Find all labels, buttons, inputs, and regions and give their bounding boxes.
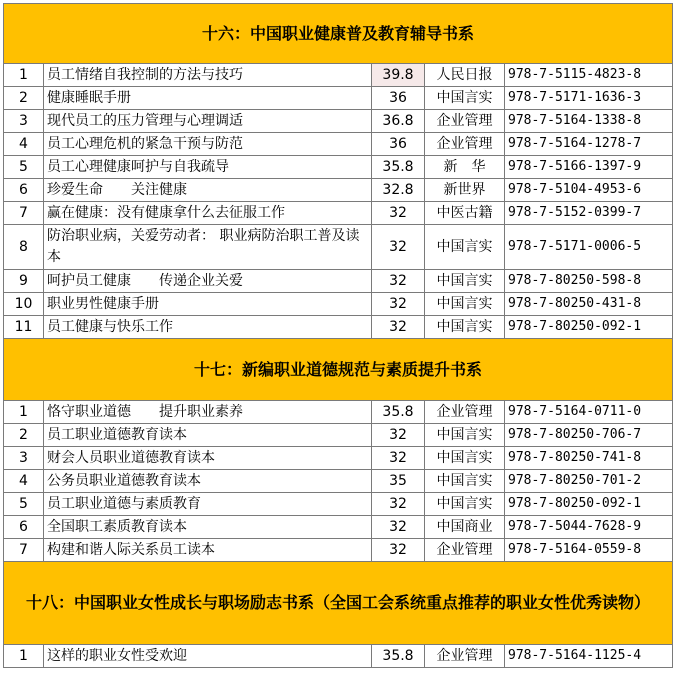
book-isbn: 978-7-5164-1125-4	[505, 645, 673, 668]
book-publisher: 企业管理	[425, 401, 505, 424]
row-number: 6	[4, 179, 44, 202]
book-price: 32	[372, 293, 425, 316]
row-number: 1	[4, 645, 44, 668]
book-title: 财会人员职业道德教育读本	[44, 447, 372, 470]
book-publisher: 中国商业	[425, 516, 505, 539]
table-row	[4, 270, 673, 293]
table-row	[4, 64, 673, 87]
book-price: 32	[372, 270, 425, 293]
row-number: 7	[4, 202, 44, 225]
book-isbn: 978-7-80250-598-8	[505, 270, 673, 293]
book-title: 员工心理危机的紧急干预与防范	[44, 133, 372, 156]
book-isbn: 978-7-80250-092-1	[505, 493, 673, 516]
book-publisher: 企业管理	[425, 539, 505, 562]
book-isbn: 978-7-80250-706-7	[505, 424, 673, 447]
book-title: 赢在健康：没有健康拿什么去征服工作	[44, 202, 372, 225]
book-isbn: 978-7-5044-7628-9	[505, 516, 673, 539]
row-number: 9	[4, 270, 44, 293]
section-title: 十六：中国职业健康普及教育辅导书系	[4, 4, 673, 64]
book-price: 36	[372, 133, 425, 156]
book-publisher: 中国言实	[425, 87, 505, 110]
book-publisher: 中国言实	[425, 470, 505, 493]
book-price: 32	[372, 539, 425, 562]
book-publisher: 新世界	[425, 179, 505, 202]
section-title: 十八：中国职业女性成长与职场励志书系（全国工会系统重点推荐的职业女性优秀读物）	[4, 562, 673, 645]
book-isbn: 978-7-5115-4823-8	[505, 64, 673, 87]
row-number: 3	[4, 447, 44, 470]
section-header-row	[4, 339, 673, 401]
book-title: 公务员职业道德教育读本	[44, 470, 372, 493]
book-list-table	[3, 3, 673, 668]
book-title: 珍爱生命 关注健康	[44, 179, 372, 202]
row-number: 5	[4, 156, 44, 179]
row-number: 4	[4, 133, 44, 156]
book-title: 恪守职业道德 提升职业素养	[44, 401, 372, 424]
book-title: 构建和谐人际关系员工读本	[44, 539, 372, 562]
section-header-row	[4, 4, 673, 64]
table-row	[4, 493, 673, 516]
table-row	[4, 539, 673, 562]
book-title: 健康睡眠手册	[44, 87, 372, 110]
book-price: 32	[372, 225, 425, 270]
table-row	[4, 156, 673, 179]
book-isbn: 978-7-80250-741-8	[505, 447, 673, 470]
book-publisher: 企业管理	[425, 645, 505, 668]
book-price: 32	[372, 424, 425, 447]
table-row	[4, 401, 673, 424]
book-isbn: 978-7-5164-1338-8	[505, 110, 673, 133]
book-publisher: 中医古籍	[425, 202, 505, 225]
book-title: 这样的职业女性受欢迎	[44, 645, 372, 668]
table-row	[4, 87, 673, 110]
table-row	[4, 110, 673, 133]
row-number: 2	[4, 424, 44, 447]
book-title: 员工健康与快乐工作	[44, 316, 372, 339]
book-title: 全国职工素质教育读本	[44, 516, 372, 539]
book-publisher: 中国言实	[425, 424, 505, 447]
row-number: 3	[4, 110, 44, 133]
book-publisher: 企业管理	[425, 133, 505, 156]
row-number: 1	[4, 401, 44, 424]
book-price: 35.8	[372, 401, 425, 424]
book-isbn: 978-7-80250-431-8	[505, 293, 673, 316]
book-price: 35.8	[372, 156, 425, 179]
table-row	[4, 225, 673, 270]
row-number: 8	[4, 225, 44, 270]
table-row	[4, 645, 673, 668]
row-number: 6	[4, 516, 44, 539]
book-isbn: 978-7-5152-0399-7	[505, 202, 673, 225]
book-publisher: 新 华	[425, 156, 505, 179]
book-price: 35	[372, 470, 425, 493]
book-publisher: 人民日报	[425, 64, 505, 87]
book-title: 职业男性健康手册	[44, 293, 372, 316]
section-title: 十七：新编职业道德规范与素质提升书系	[4, 339, 673, 401]
book-price: 36	[372, 87, 425, 110]
table-row	[4, 133, 673, 156]
book-price: 32	[372, 202, 425, 225]
book-title: 员工心理健康呵护与自我疏导	[44, 156, 372, 179]
book-isbn: 978-7-5104-4953-6	[505, 179, 673, 202]
table-row	[4, 516, 673, 539]
table-row	[4, 202, 673, 225]
book-publisher: 企业管理	[425, 110, 505, 133]
row-number: 1	[4, 64, 44, 87]
table-row	[4, 470, 673, 493]
table-row	[4, 316, 673, 339]
row-number: 11	[4, 316, 44, 339]
book-isbn: 978-7-5171-0006-5	[505, 225, 673, 270]
book-title: 现代员工的压力管理与心理调适	[44, 110, 372, 133]
book-title: 员工情绪自我控制的方法与技巧	[44, 64, 372, 87]
table-row	[4, 293, 673, 316]
book-isbn: 978-7-80250-092-1	[505, 316, 673, 339]
row-number: 5	[4, 493, 44, 516]
book-price: 32	[372, 316, 425, 339]
book-price: 35.8	[372, 645, 425, 668]
table-row	[4, 447, 673, 470]
row-number: 4	[4, 470, 44, 493]
book-price: 32.8	[372, 179, 425, 202]
book-title: 员工职业道德与素质教育	[44, 493, 372, 516]
book-price: 39.8	[372, 64, 425, 87]
table-row	[4, 179, 673, 202]
book-publisher: 中国言实	[425, 293, 505, 316]
book-publisher: 中国言实	[425, 270, 505, 293]
book-isbn: 978-7-5164-0559-8	[505, 539, 673, 562]
book-isbn: 978-7-5164-1278-7	[505, 133, 673, 156]
book-title: 员工职业道德教育读本	[44, 424, 372, 447]
section-header-row	[4, 562, 673, 645]
book-isbn: 978-7-5166-1397-9	[505, 156, 673, 179]
book-publisher: 中国言实	[425, 493, 505, 516]
row-number: 2	[4, 87, 44, 110]
book-price: 32	[372, 493, 425, 516]
table-row	[4, 424, 673, 447]
book-publisher: 中国言实	[425, 316, 505, 339]
book-price: 32	[372, 516, 425, 539]
book-title: 呵护员工健康 传递企业关爱	[44, 270, 372, 293]
book-price: 32	[372, 447, 425, 470]
book-isbn: 978-7-5164-0711-0	[505, 401, 673, 424]
book-price: 36.8	[372, 110, 425, 133]
book-title: 防治职业病，关爱劳动者： 职业病防治职工普及读本	[44, 225, 372, 270]
book-isbn: 978-7-80250-701-2	[505, 470, 673, 493]
book-isbn: 978-7-5171-1636-3	[505, 87, 673, 110]
row-number: 10	[4, 293, 44, 316]
row-number: 7	[4, 539, 44, 562]
book-publisher: 中国言实	[425, 447, 505, 470]
book-publisher: 中国言实	[425, 225, 505, 270]
